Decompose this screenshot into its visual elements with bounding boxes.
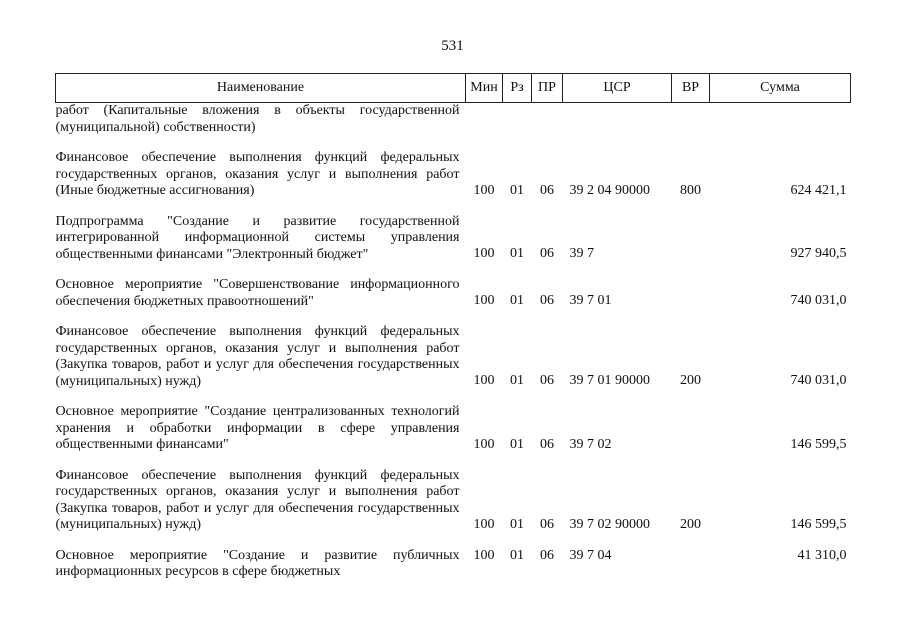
row-rz: 01 xyxy=(510,182,524,198)
budget-table xyxy=(55,73,851,581)
row-rz: 01 xyxy=(510,246,524,261)
row-name: Финансовое обеспечение выполнения функций федеральных государственных органов, оказания услуг и выполнения работ (Иные бюджетные ассигнования) xyxy=(55,150,460,198)
row-vr xyxy=(672,534,710,581)
header-min: Мин xyxy=(466,74,503,103)
header-csr: ЦСР xyxy=(563,74,672,103)
row-min: 100 xyxy=(473,436,495,452)
row-sum xyxy=(710,103,851,137)
row-vr: 200 xyxy=(680,373,701,388)
row-csr: 39 7 04 xyxy=(569,547,612,563)
page-number: 531 xyxy=(441,38,464,54)
row-min xyxy=(466,103,503,137)
row-name: Подпрограмма "Создание и развитие государственной интегрированной информационной системы управления общественными финансами "Электронный бюджет" xyxy=(55,213,460,262)
table-header xyxy=(56,74,851,103)
header-pr: ПР xyxy=(532,74,563,103)
row-sum: 624 421,1 xyxy=(790,182,847,198)
row-vr xyxy=(672,390,710,454)
row-csr: 39 2 04 90000 xyxy=(569,182,650,198)
header-rz: Рз xyxy=(503,74,532,103)
row-pr: 06 xyxy=(540,293,554,308)
header-sum: Сумма xyxy=(710,74,851,103)
row-sum: 740 031,0 xyxy=(790,293,847,308)
row-csr: 39 7 01 xyxy=(569,293,612,308)
row-sum: 927 940,5 xyxy=(790,246,847,261)
row-pr: 06 xyxy=(540,246,554,261)
row-vr xyxy=(672,200,710,264)
row-rz: 01 xyxy=(510,436,524,452)
row-min: 100 xyxy=(473,547,495,563)
row-rz: 01 xyxy=(510,373,524,388)
table-row xyxy=(56,454,851,534)
row-csr xyxy=(563,103,672,137)
row-pr: 06 xyxy=(540,547,554,563)
table-row xyxy=(56,534,851,581)
row-vr xyxy=(672,263,710,310)
header-name: Наименование xyxy=(56,74,466,103)
row-rz: 01 xyxy=(510,516,524,532)
row-name: работ (Капитальные вложения в объекты государственной (муниципальной) собственности) xyxy=(55,103,460,135)
row-pr: 06 xyxy=(540,182,554,198)
row-min: 100 xyxy=(473,293,495,308)
row-sum: 146 599,5 xyxy=(790,516,847,532)
row-pr: 06 xyxy=(540,516,554,532)
table-row xyxy=(56,103,851,137)
row-csr: 39 7 01 90000 xyxy=(569,373,650,388)
row-name: Основное мероприятие "Создание централизованных технологий хранения и обработки информации в сфере управления общественными финансами" xyxy=(55,404,460,452)
row-sum: 41 310,0 xyxy=(797,547,847,563)
table-row xyxy=(56,263,851,310)
table-row xyxy=(56,310,851,390)
row-name: Финансовое обеспечение выполнения функций федеральных государственных органов, оказания услуг и выполнения работ (Закупка товаров, работ и услуг для обеспечения государственных (муниципальных) нужд) xyxy=(55,467,460,532)
row-rz xyxy=(503,103,532,137)
row-sum: 146 599,5 xyxy=(790,436,847,452)
row-min: 100 xyxy=(473,373,495,388)
row-vr: 800 xyxy=(680,182,701,198)
header-vr: ВР xyxy=(672,74,710,103)
row-min: 100 xyxy=(473,182,495,198)
row-name: Финансовое обеспечение выполнения функций федеральных государственных органов, оказания услуг и выполнения работ (Закупка товаров, работ и услуг для обеспечения государственных (муниципальных) нужд) xyxy=(55,324,460,389)
row-csr: 39 7 02 xyxy=(569,436,612,452)
row-min: 100 xyxy=(473,246,495,261)
row-csr: 39 7 02 90000 xyxy=(569,516,650,532)
row-pr: 06 xyxy=(540,373,554,388)
row-name: Основное мероприятие "Совершенствование информационного обеспечения бюджетных правоотношений" xyxy=(55,277,460,309)
row-min: 100 xyxy=(473,516,495,532)
row-name: Основное мероприятие "Создание и развитие публичных информационных ресурсов в сфере бюджетных xyxy=(55,547,460,579)
table-row xyxy=(56,200,851,264)
row-rz: 01 xyxy=(510,293,524,308)
row-vr xyxy=(672,103,710,137)
table-row xyxy=(56,390,851,454)
row-vr: 200 xyxy=(680,516,701,532)
row-pr: 06 xyxy=(540,436,554,452)
row-pr xyxy=(532,103,563,137)
row-csr: 39 7 xyxy=(569,246,594,261)
row-rz: 01 xyxy=(510,547,524,563)
row-sum: 740 031,0 xyxy=(790,373,847,388)
table-row xyxy=(56,136,851,200)
